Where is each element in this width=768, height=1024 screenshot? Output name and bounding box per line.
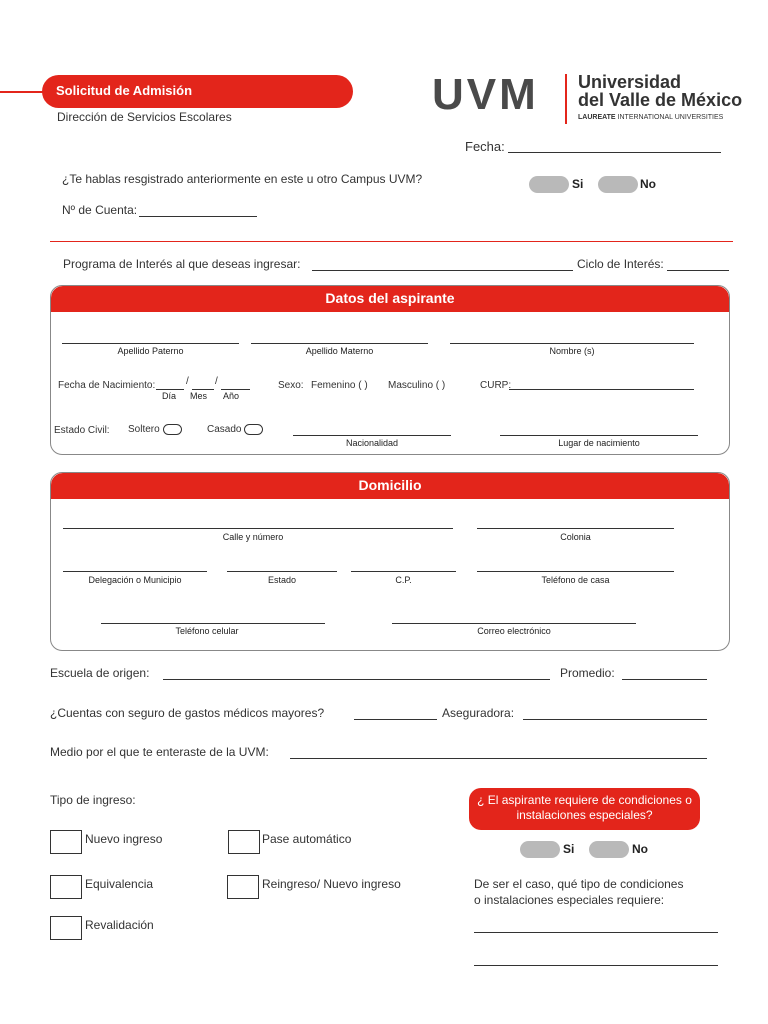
cell-phone-caption: Teléfono celular [175,626,239,636]
year-caption: Año [223,391,240,401]
laureate-bold: LAUREATE [578,114,616,121]
uvm-logo [430,70,743,128]
birth-date-sep2: / [215,376,218,387]
conditions-detail-line1: De ser el caso, qué tipo de condiciones [474,877,684,891]
registration-no-toggle[interactable] [598,176,638,193]
month-caption: Mes [190,391,208,401]
university-name-line1: Universidad [578,72,682,92]
birth-date-label: Fecha de Nacimiento: [58,380,156,391]
birthplace-caption: Lugar de nacimiento [558,438,640,448]
maternal-last-name-field[interactable] [251,343,428,344]
equivalence-checkbox[interactable] [50,875,82,899]
birthplace-field[interactable] [500,435,698,436]
form-title: Solicitud de Admisión [56,83,193,98]
civil-status-label: Estado Civil: [54,425,110,436]
sex-male-option[interactable]: Masculino ( ) [388,380,446,391]
revalidation-checkbox[interactable] [50,916,82,940]
special-conditions-banner [469,788,700,830]
origin-school-label: Escuela de origen: [50,666,150,680]
section-divider [50,241,733,242]
birth-month-field[interactable] [192,389,214,390]
cycle-field[interactable] [667,270,729,271]
account-number-field[interactable] [139,216,257,217]
paternal-last-name-caption: Apellido Paterno [117,346,184,356]
zip-caption: C.P. [395,575,412,585]
conditions-detail-field-1[interactable] [474,932,718,933]
names-caption: Nombre (s) [549,346,595,356]
day-caption: Día [162,391,177,401]
zip-field[interactable] [351,571,456,572]
neighborhood-field[interactable] [477,528,674,529]
municipality-caption: Delegación o Municipio [88,575,182,585]
admission-type-label: Tipo de ingreso: [50,793,136,807]
revalidation-label: Revalidación [85,918,154,932]
single-label: Soltero [128,424,160,436]
civil-status-married[interactable] [207,424,263,435]
address-section-title: Domicilio [51,473,729,499]
conditions-detail-field-2[interactable] [474,965,718,966]
reentry-label: Reingreso/ Nuevo ingreso [262,877,401,891]
married-label: Casado [207,424,242,436]
curp-label: CURP: [480,380,512,391]
account-number-label: Nº de Cuenta: [62,203,138,217]
form-subtitle: Dirección de Servicios Escolares [57,110,232,124]
email-caption: Correo electrónico [477,626,551,636]
logo-divider [565,74,567,124]
insurer-label: Aseguradora: [442,706,515,720]
civil-status-single[interactable] [128,424,182,435]
university-name-line2: del Valle de México [578,90,743,110]
conditions-no-label: No [632,842,648,856]
program-label: Programa de Interés al que deseas ingresar: [63,257,301,271]
form-title-banner [42,75,353,108]
equivalence-label: Equivalencia [85,877,154,891]
source-field[interactable] [290,758,707,759]
address-section [50,472,730,651]
previous-registration-question: ¿Te hablas resgistrado anteriormente en este u otro Campus UVM? [62,172,423,186]
sex-female-option[interactable]: Femenino ( ) [311,380,368,391]
registration-yes-label: Si [572,177,584,191]
special-conditions-question: ¿ El aspirante requiere de condiciones o instalaciones especiales? [477,793,692,822]
nationality-field[interactable] [293,435,451,436]
insurance-field[interactable] [354,719,437,720]
birth-day-field[interactable] [156,389,184,390]
conditions-yes-label: Si [563,842,575,856]
paternal-last-name-field[interactable] [62,343,239,344]
insurance-question: ¿Cuentas con seguro de gastos médicos mayores? [50,706,325,720]
registration-no-label: No [640,177,656,191]
program-field[interactable] [312,270,573,271]
uvm-logo-mark: UVM [432,70,539,119]
birth-date-sep1: / [186,376,189,387]
laureate-rest: INTERNATIONAL UNIVERSITIES [617,114,724,121]
conditions-detail-line2: o instalaciones especiales requiere: [474,893,665,907]
street-field[interactable] [63,528,453,529]
cycle-label: Ciclo de Interés: [577,257,664,271]
applicant-section-title: Datos del aspirante [51,286,729,312]
home-phone-caption: Teléfono de casa [541,575,610,585]
reentry-checkbox[interactable] [227,875,259,899]
single-radio[interactable] [163,424,182,435]
conditions-yes-toggle[interactable] [520,841,560,858]
registration-yes-toggle[interactable] [529,176,569,193]
average-label: Promedio: [560,666,615,680]
source-label: Medio por el que te enteraste de la UVM: [50,745,269,759]
new-admission-checkbox[interactable] [50,830,82,854]
names-field[interactable] [450,343,694,344]
state-caption: Estado [267,575,297,585]
maternal-last-name-caption: Apellido Materno [305,346,374,356]
new-admission-label: Nuevo ingreso [85,832,163,846]
automatic-pass-label: Pase automático [262,832,352,846]
cell-phone-field[interactable] [101,623,325,624]
nationality-caption: Nacionalidad [345,438,399,448]
married-radio[interactable] [244,424,263,435]
laureate-brand [578,114,723,121]
conditions-no-toggle[interactable] [589,841,629,858]
birth-year-field[interactable] [221,389,250,390]
origin-school-field[interactable] [163,679,550,680]
home-phone-field[interactable] [477,571,674,572]
municipality-field[interactable] [63,571,207,572]
insurer-field[interactable] [523,719,707,720]
neighborhood-caption: Colonia [560,532,591,542]
street-caption: Calle y número [222,532,284,542]
sex-label: Sexo: [278,380,304,391]
automatic-pass-checkbox[interactable] [228,830,260,854]
header-accent-line [0,91,48,93]
average-field[interactable] [622,679,707,680]
curp-field[interactable] [509,389,694,390]
state-field[interactable] [227,571,337,572]
date-label: Fecha: [465,139,505,154]
date-field[interactable] [508,152,721,153]
email-field[interactable] [392,623,636,624]
